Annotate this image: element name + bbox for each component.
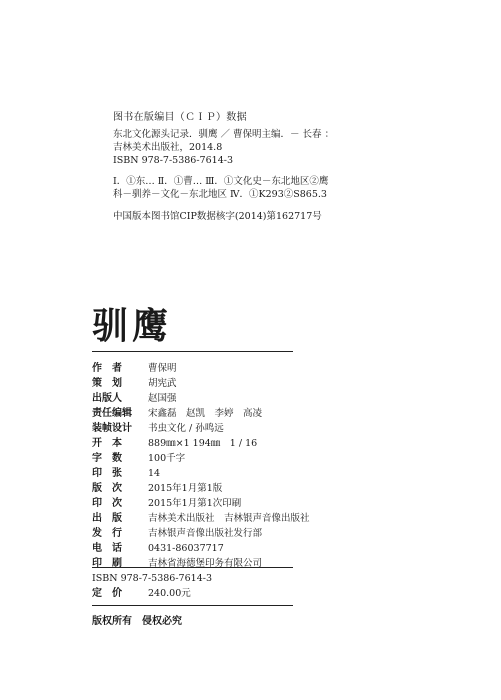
- cip-classification-line: Ⅰ．①东… Ⅱ．①曹… Ⅲ．①文化史－东北地区②鹰: [113, 176, 329, 187]
- credit-row: [92, 496, 422, 511]
- credit-label: 策 划: [92, 378, 122, 389]
- credit-label: 作 者: [92, 363, 122, 374]
- price-row: [92, 586, 212, 601]
- credits-block: [92, 361, 422, 571]
- credit-label: 印 刷: [92, 558, 122, 569]
- price-label: 定 价: [92, 588, 122, 599]
- credit-label: 发 行: [92, 528, 122, 539]
- credit-value: 吉林银声音像出版社发行部: [148, 528, 263, 539]
- credit-row: [92, 391, 422, 406]
- copyright-notice: 版权所有 侵权必究: [92, 616, 182, 627]
- credit-label: 印 次: [92, 498, 122, 509]
- cip-heading: 图书在版编目（ＣＩＰ）数据: [113, 112, 247, 123]
- divider-rule: [92, 605, 293, 606]
- credit-value: 胡宪武: [148, 378, 177, 389]
- price-value: 240.00元: [148, 588, 191, 599]
- credit-label: 出 版: [92, 513, 122, 524]
- book-title: 驯鹰: [92, 306, 173, 347]
- divider-rule: [92, 351, 293, 352]
- isbn-price-block: [92, 571, 212, 601]
- credit-value: 0431-86037717: [148, 543, 224, 554]
- cip-classification-line: 科－驯养－文化－东北地区 Ⅳ．①K293②S865.3: [113, 189, 327, 200]
- cip-line: 吉林美术出版社，2014.8: [113, 142, 223, 153]
- credit-value: 吉林美术出版社 吉林银声音像出版社: [148, 513, 310, 524]
- credit-label: 开 本: [92, 438, 122, 449]
- credit-row: [92, 406, 422, 421]
- credit-label: 装帧设计: [92, 423, 132, 434]
- credit-row: [92, 376, 422, 391]
- credit-value: 889㎜×1 194㎜ 1 / 16: [148, 438, 258, 449]
- credit-label: 字 数: [92, 453, 122, 464]
- cip-verification: 中国版本图书馆CIP数据核字(2014)第162717号: [113, 211, 322, 222]
- credit-row: [92, 421, 422, 436]
- credit-label: 印 张: [92, 468, 122, 479]
- credit-row: [92, 511, 422, 526]
- credit-row: [92, 541, 422, 556]
- isbn-line: [92, 571, 212, 586]
- credit-value: 2015年1月第1版: [148, 483, 223, 494]
- credit-value: 赵国强: [148, 393, 177, 404]
- divider-rule: [92, 567, 293, 568]
- credit-label: 出版人: [92, 393, 122, 404]
- credit-row: [92, 526, 422, 541]
- credit-value: 宋鑫磊 赵凯 李婷 高凌: [148, 408, 263, 419]
- credit-value: 吉林省海德堡印务有限公司: [148, 558, 263, 569]
- credit-label: 责任编辑: [92, 408, 132, 419]
- cip-line: ISBN 978-7-5386-7614-3: [113, 155, 233, 166]
- credit-value: 100千字: [148, 453, 186, 464]
- credit-row: [92, 481, 422, 496]
- credit-row: [92, 556, 422, 571]
- credit-label: 版 次: [92, 483, 122, 494]
- isbn-value: ISBN 978-7-5386-7614-3: [92, 573, 212, 584]
- credit-row: [92, 361, 422, 376]
- credit-row: [92, 451, 422, 466]
- credit-value: 14: [148, 468, 161, 479]
- credit-row: [92, 436, 422, 451]
- credit-value: 曹保明: [148, 363, 177, 374]
- credit-row: [92, 466, 422, 481]
- credit-value: 书虫文化 / 孙鸣远: [148, 423, 224, 434]
- cip-line: 东北文化源头记录．驯鹰 ／ 曹保明主编．－ 长春 ：: [113, 129, 335, 140]
- credit-value: 2015年1月第1次印刷: [148, 498, 242, 509]
- credit-label: 电 话: [92, 543, 122, 554]
